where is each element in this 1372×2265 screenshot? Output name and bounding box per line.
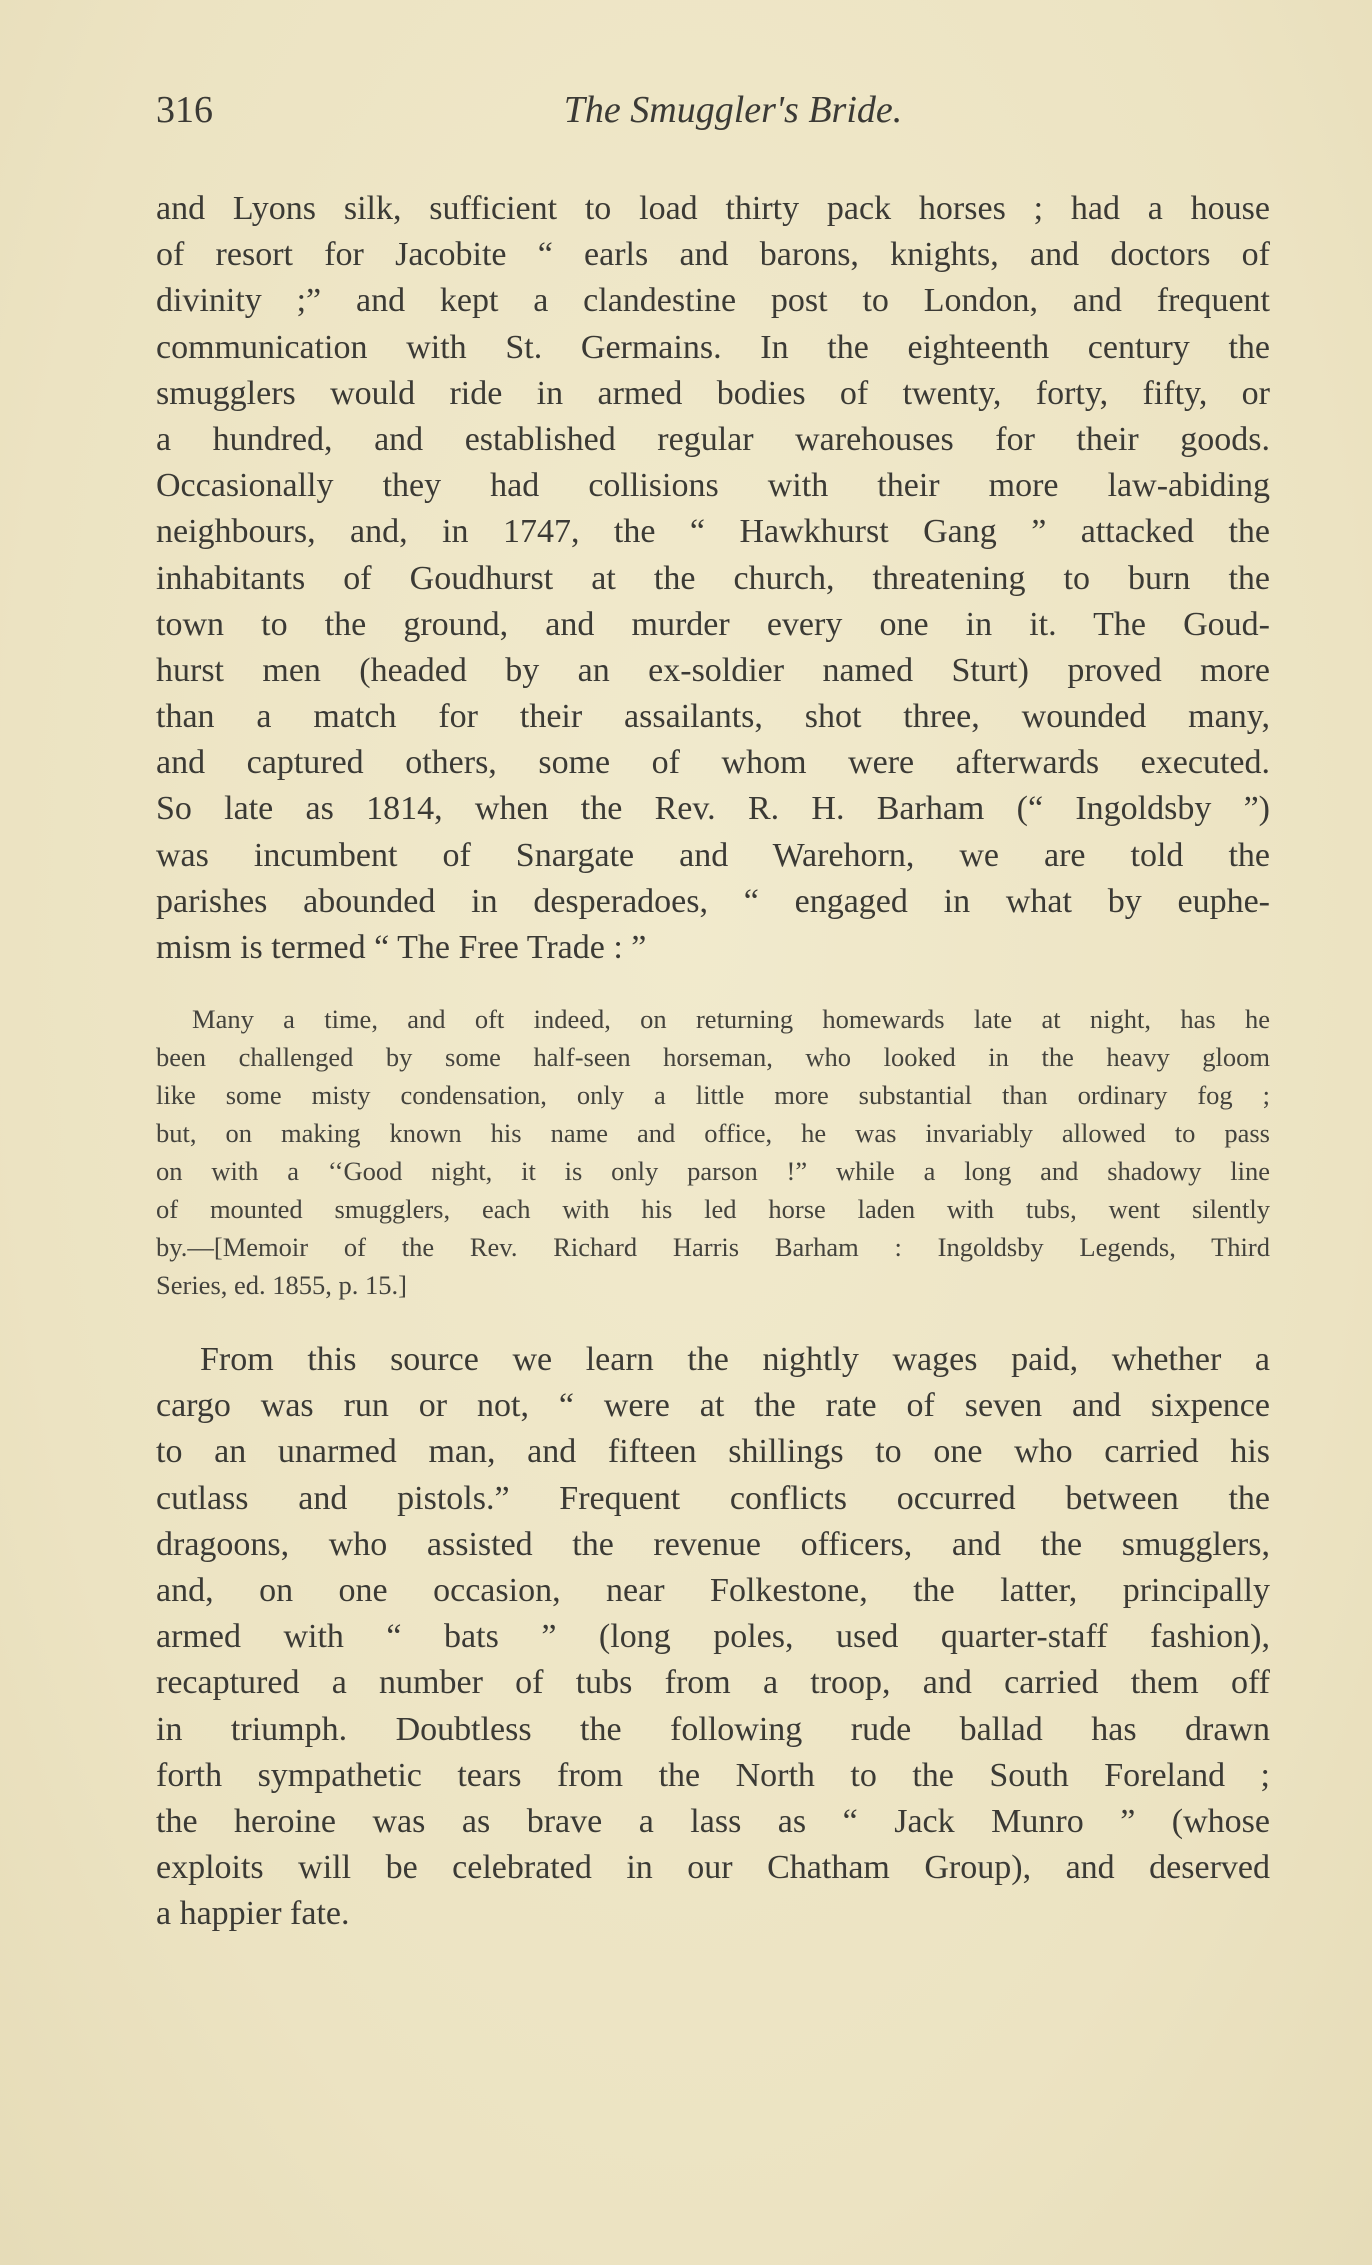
text-line: Series, ed. 1855, p. 15.] xyxy=(156,1270,407,1300)
text-line: inhabitants of Goudhurst at the church, threatening to burn the xyxy=(156,559,1270,597)
text-line: by.—[Memoir of the Rev. Richard Harris Barham : Ingoldsby Legends, Third xyxy=(156,1232,1270,1262)
text-line: From this source we learn the nightly wages paid, whether a xyxy=(200,1341,1270,1378)
text-line: and Lyons silk, sufficient to load thirty pack horses ; had a house xyxy=(156,190,1270,227)
text-line: of mounted smugglers, each with his led horse laden with tubs, went silently xyxy=(156,1194,1270,1224)
page-number: 316 xyxy=(156,89,213,131)
text-line: on with a ‘‘Good night, it is only parson !” while a long and shadowy line xyxy=(156,1156,1270,1186)
text-line: in triumph. Doubtless the following rude ballad has drawn xyxy=(156,1710,1270,1748)
text-line: but, on making known his name and office, he was invariably allowed to pass xyxy=(156,1118,1270,1148)
text-line: been challenged by some half-seen horseman, who looked in the heavy gloom xyxy=(156,1042,1270,1072)
text-line: of resort for Jacobite “ earls and barons, knights, and doctors of xyxy=(156,236,1270,274)
text-line: recaptured a number of tubs from a troop, and carried them off xyxy=(156,1664,1270,1702)
running-header xyxy=(156,88,1270,138)
text-line: cargo was run or not, “ were at the rate of seven and sixpence xyxy=(156,1387,1270,1425)
text-line: and, on one occasion, near Folkestone, the latter, principally xyxy=(156,1571,1270,1609)
text-line: smugglers would ride in armed bodies of twenty, forty, fifty, or xyxy=(156,374,1270,412)
text-line: to an unarmed man, and fifteen shillings to one who carried his xyxy=(156,1433,1270,1471)
text-line: armed with “ bats ” (long poles, used quarter-staff fashion), xyxy=(156,1618,1270,1656)
text-line: exploits will be celebrated in our Chatham Group), and deserved xyxy=(156,1849,1270,1887)
text-line: Occasionally they had collisions with their more law-abiding xyxy=(156,467,1270,505)
text-line: So late as 1814, when the Rev. R. H. Barham (“ Ingoldsby ”) xyxy=(156,790,1270,828)
text-line: Many a time, and oft indeed, on returning homewards late at night, has he xyxy=(192,1004,1270,1034)
text-line: divinity ;” and kept a clandestine post to London, and frequent xyxy=(156,282,1270,320)
text-line: hurst men (headed by an ex-soldier named Sturt) proved more xyxy=(156,651,1270,689)
text-line: was incumbent of Snargate and Warehorn, we are told the xyxy=(156,836,1270,874)
text-line: town to the ground, and murder every one in it. The Goud- xyxy=(156,605,1270,643)
text-line: cutlass and pistols.” Frequent conflicts occurred between the xyxy=(156,1479,1270,1517)
text-line: parishes abounded in desperadoes, “ engaged in what by euphe- xyxy=(156,882,1270,920)
text-line: the heroine was as brave a lass as “ Jack Munro ” (whose xyxy=(156,1802,1270,1840)
text-line: than a match for their assailants, shot three, wounded many, xyxy=(156,698,1270,736)
text-line: a hundred, and established regular warehouses for their goods. xyxy=(156,420,1270,458)
paragraph-1 xyxy=(156,186,1270,971)
text-line: like some misty condensation, only a little more substantial than ordinary fog ; xyxy=(156,1080,1270,1110)
running-title: The Smuggler's Bride. xyxy=(563,89,903,131)
text-line: dragoons, who assisted the revenue officers, and the smugglers, xyxy=(156,1525,1270,1563)
text-line: forth sympathetic tears from the North to the South Foreland ; xyxy=(156,1756,1270,1794)
text-line: a happier fate. xyxy=(156,1895,350,1933)
text-line: communication with St. Germains. In the eighteenth century the xyxy=(156,328,1270,366)
block-quote xyxy=(156,1000,1270,1304)
text-line: mism is termed “ The Free Trade : ” xyxy=(156,929,647,966)
text-line: neighbours, and, in 1747, the “ Hawkhurst Gang ” attacked the xyxy=(156,513,1270,551)
text-line: and captured others, some of whom were afterwards executed. xyxy=(156,744,1270,782)
paragraph-2 xyxy=(156,1337,1270,1937)
